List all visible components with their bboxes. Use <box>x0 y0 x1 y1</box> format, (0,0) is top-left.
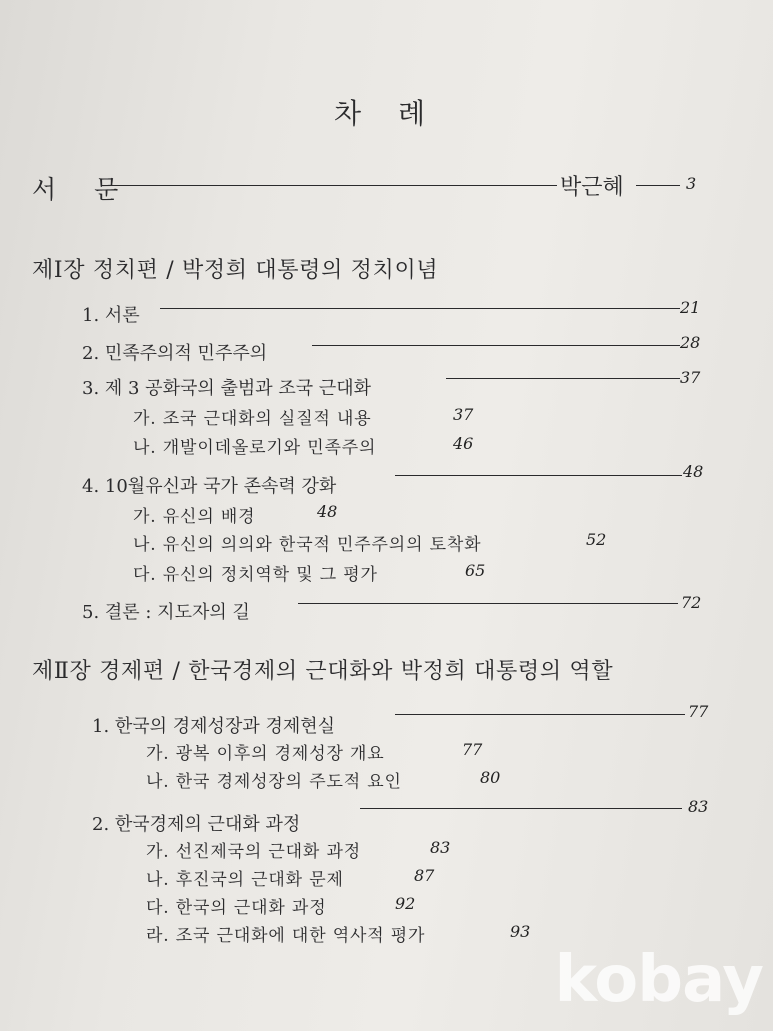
chapter-heading: 제Ⅰ장 정치편 / 박정희 대통령의 정치이념 <box>32 258 439 283</box>
page-number: 83 <box>430 838 451 857</box>
toc-entry: 2. 한국경제의 근대화 과정 <box>92 814 301 835</box>
toc-entry: 1. 한국의 경제성장과 경제현실 <box>92 716 335 737</box>
page-number: 83 <box>688 797 709 816</box>
toc-subentry: 가. 광복 이후의 경제성장 개요 <box>146 744 385 764</box>
leader-line <box>636 185 680 186</box>
page-number: 65 <box>465 561 486 580</box>
page-number: 21 <box>680 298 701 317</box>
toc-subentry: 나. 후진국의 근대화 문제 <box>146 870 344 890</box>
toc-subentry: 나. 한국 경제성장의 주도적 요인 <box>146 772 402 792</box>
page-number: 37 <box>680 368 701 387</box>
toc-subentry: 가. 유신의 배경 <box>133 507 256 527</box>
toc-subentry: 가. 조국 근대화의 실질적 내용 <box>133 409 372 429</box>
leader-line <box>395 475 682 476</box>
toc-subentry: 나. 유신의 의의와 한국적 민주주의의 토착화 <box>133 535 482 555</box>
page-number: 3 <box>686 174 697 193</box>
toc-entry: 1. 서론 <box>82 305 140 326</box>
page-number: 77 <box>688 702 709 721</box>
leader-line <box>395 714 685 715</box>
leader-line <box>446 378 680 379</box>
toc-entry: 5. 결론 : 지도자의 길 <box>82 602 250 623</box>
page-number: 52 <box>586 530 607 549</box>
watermark-logo: kobay <box>554 943 763 1017</box>
toc-entry: 2. 민족주의적 민주주의 <box>82 343 268 364</box>
chapter-heading: 제Ⅱ장 경제편 / 한국경제의 근대화와 박정희 대통령의 역할 <box>32 659 614 684</box>
page-number: 87 <box>414 866 435 885</box>
page-number: 93 <box>510 922 531 941</box>
intro-heading: 서 문 <box>32 175 134 204</box>
leader-line <box>312 345 680 346</box>
toc-subentry: 라. 조국 근대화에 대한 역사적 평가 <box>146 926 426 946</box>
page-number: 77 <box>462 740 483 759</box>
toc-entry: 3. 제 3 공화국의 출범과 조국 근대화 <box>82 378 371 399</box>
toc-subentry: 다. 유신의 정치역학 및 그 평가 <box>133 565 378 585</box>
page-number: 72 <box>681 593 702 612</box>
bleed-through-text <box>440 0 773 960</box>
page-number: 80 <box>480 768 501 787</box>
leader-line <box>160 308 680 309</box>
page-number: 48 <box>683 462 704 481</box>
page-number: 37 <box>453 405 474 424</box>
intro-author: 박근혜 <box>560 175 624 200</box>
page-number: 48 <box>317 502 338 521</box>
leader-line <box>360 808 682 809</box>
page-number: 46 <box>453 434 474 453</box>
toc-subentry: 가. 선진제국의 근대화 과정 <box>146 842 362 862</box>
leader-line <box>298 603 678 604</box>
toc-entry: 4. 10월유신과 국가 존속력 강화 <box>82 476 337 497</box>
page-number: 28 <box>680 333 701 352</box>
leader-line <box>102 185 557 186</box>
toc-subentry: 나. 개발이데올로기와 민족주의 <box>133 438 377 458</box>
page-title: 차 례 <box>334 97 439 130</box>
toc-subentry: 다. 한국의 근대화 과정 <box>146 898 327 918</box>
page-number: 92 <box>395 894 416 913</box>
